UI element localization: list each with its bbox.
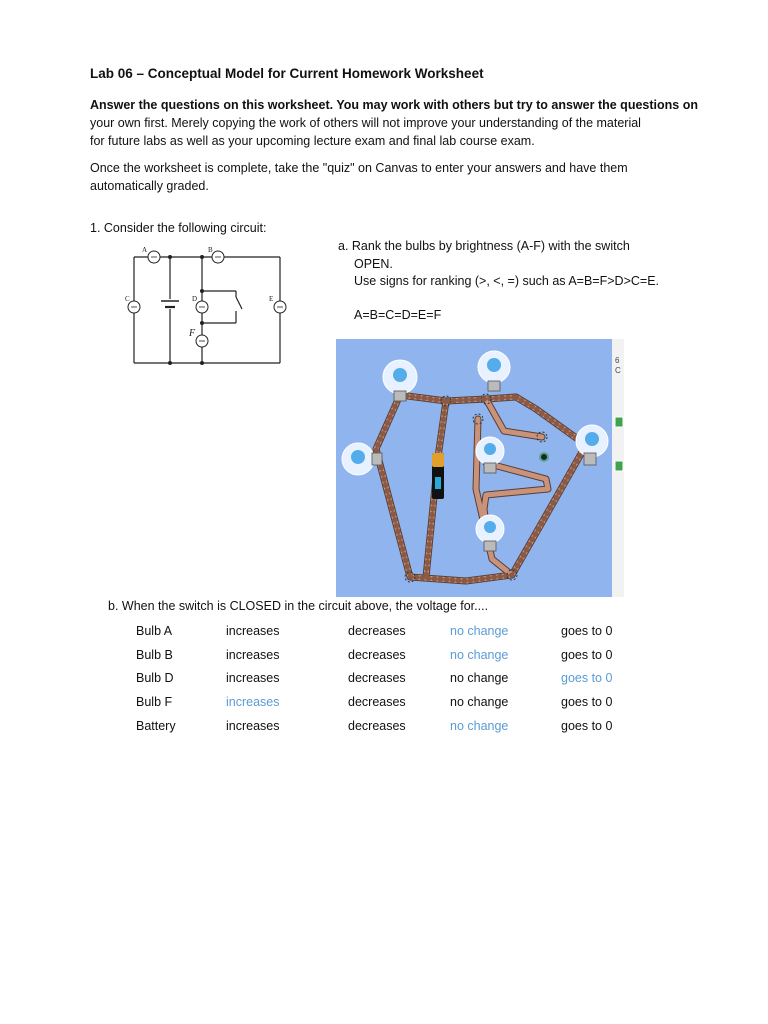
intro-line-1: Answer the questions on this worksheet. You may work with others but try to answer the questions on: [90, 98, 698, 112]
answer-option-selected[interactable]: no change: [450, 624, 509, 638]
row-label: Bulb F: [136, 695, 173, 710]
answer-row: [0, 719, 768, 739]
canvas-line-1: Once the worksheet is complete, take the "quiz" on Canvas to enter your answers and have them: [90, 161, 628, 175]
answer-option[interactable]: increases: [226, 647, 280, 662]
label-f: F: [189, 328, 196, 339]
circuit-schematic: [122, 243, 292, 373]
answer-option-selected[interactable]: no change: [450, 647, 509, 662]
sim-edge-text-2: C: [615, 366, 621, 375]
answer-row: [0, 671, 768, 691]
sim-edge-text-1: 6: [615, 356, 620, 365]
label-e: E: [269, 295, 274, 303]
answer-option-selected[interactable]: goes to 0: [561, 671, 613, 686]
question-1a: [338, 238, 659, 291]
simulation-screenshot: [336, 339, 624, 597]
intro-line-2: your own first. Merely copying the work of others will not improve your understanding of the material: [90, 116, 641, 130]
answer-option[interactable]: goes to 0: [561, 624, 613, 638]
answer-option[interactable]: goes to 0: [561, 695, 613, 710]
answer-option[interactable]: decreases: [348, 624, 406, 638]
label-d: D: [192, 295, 198, 303]
intro-paragraph: [90, 96, 698, 150]
sim-battery: [432, 453, 444, 499]
answer-option-selected[interactable]: no change: [450, 718, 509, 733]
answer-option[interactable]: goes to 0: [561, 718, 613, 733]
intro-line-3: for future labs as well as your upcoming lecture exam and final lab course exam.: [90, 134, 535, 148]
row-label: Bulb D: [136, 671, 174, 686]
answer-option[interactable]: increases: [226, 718, 280, 733]
row-label: Bulb B: [136, 647, 173, 662]
question-1b: b. When the switch is CLOSED in the circuit above, the voltage for....: [108, 599, 489, 613]
answer-option[interactable]: goes to 0: [561, 647, 613, 662]
answer-row: [0, 695, 768, 715]
answer-option[interactable]: increases: [226, 671, 280, 686]
q1a-line-3: Use signs for ranking (>, <, =) such as A=B=F>D>C=E.: [354, 274, 660, 288]
answer-row: [0, 648, 768, 668]
question-1: 1. Consider the following circuit:: [90, 221, 267, 235]
answer-option[interactable]: increases: [226, 624, 280, 638]
answer-option[interactable]: decreases: [348, 718, 406, 733]
q1a-line-2: OPEN.: [354, 256, 393, 271]
sim-switch-knob: [540, 453, 548, 461]
answer-option[interactable]: no change: [450, 671, 509, 686]
row-label: Battery: [136, 718, 176, 733]
label-b: B: [208, 246, 213, 254]
answer-option[interactable]: decreases: [348, 671, 406, 686]
q1a-answer: A=B=C=D=E=F: [354, 308, 442, 322]
page-title: Lab 06 – Conceptual Model for Current Homework Worksheet: [90, 66, 484, 81]
canvas-paragraph: [90, 159, 628, 195]
row-label: Bulb A: [136, 624, 173, 638]
q1a-line-1: a. Rank the bulbs by brightness (A-F) with the switch: [338, 239, 630, 253]
answer-row: [0, 624, 768, 644]
answer-option[interactable]: decreases: [348, 695, 406, 710]
answer-option[interactable]: decreases: [348, 647, 406, 662]
canvas-line-2: automatically graded.: [90, 179, 209, 193]
label-a: A: [142, 246, 148, 254]
label-c: C: [125, 295, 130, 303]
answer-option[interactable]: no change: [450, 695, 509, 710]
answer-option-selected[interactable]: increases: [226, 695, 280, 710]
